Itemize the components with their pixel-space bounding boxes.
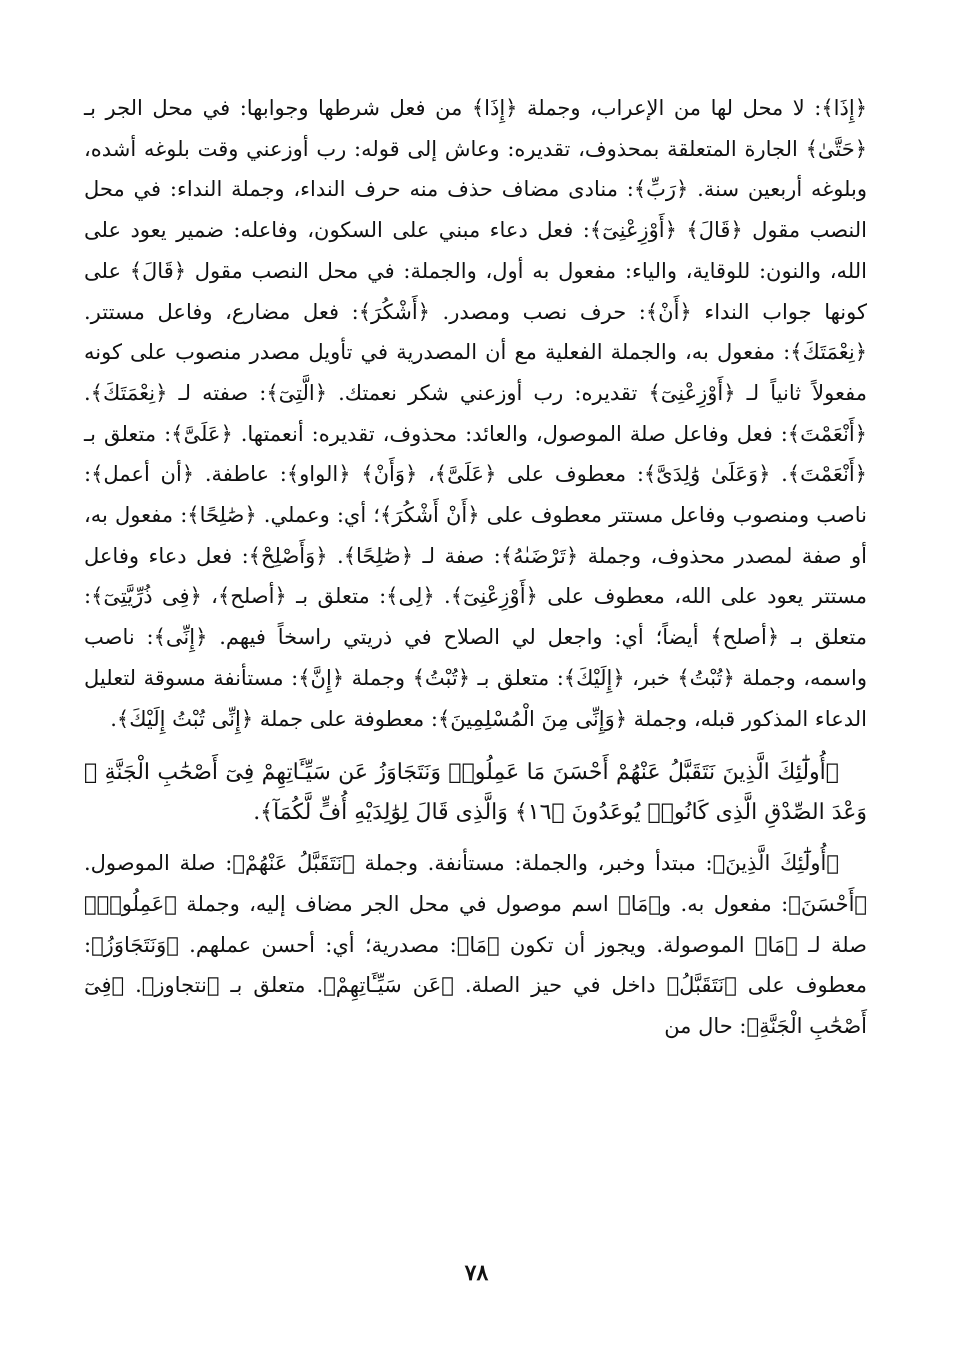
body-text bbox=[84, 88, 867, 1047]
page-number: ٧٨ bbox=[464, 1260, 489, 1286]
quran-verse: ﴿أُولَٰٓئِكَ الَّذِينَ نَتَقَبَّلُ عَنْهُمْ أَحْسَنَ مَا عَمِلُوا۟ وَنَتَجَاوَزُ عَن سَيِّـَٔاتِهِمْ فِىٓ أَصْحَٰبِ الْجَنَّةِ ۖ وَعْدَ الصِّدْقِ الَّذِى كَانُوا۟ يُوعَدُونَ ﴿١٦﴾ وَالَّذِى قَالَ لِوَٰلِدَيْهِ أُفٍّ لَّكُمَآ﴾. bbox=[84, 760, 867, 826]
grammar-paragraph-2: ﴿أُولَٰٓئِكَ الَّذِينَ﴾: مبتدأ وخبر، والجملة: مستأنفة. وجملة ﴿نَتَقَبَّلُ عَنْهُمْ﴾: صلة الموصول. ﴿أَحْسَنَ﴾: مفعول به. و﴿مَا﴾ اسم موصول في محل الجر مضاف إليه، وجملة ﴿عَمِلُوا۟﴾ صلة لـ ﴿مَا﴾ الموصولة. ويجوز أن تكون ﴿مَا﴾: مصدرية؛ أي: أحسن عملهم. ﴿وَنَتَجَاوَزُ﴾: معطوف على ﴿نَتَقَبَّلُ﴾ داخل في حيز الصلة. ﴿عَن سَيِّـَٔاتِهِمْ﴾. متعلق بـ ﴿نتجاوز﴾. ﴿فِىٓ أَصْحَٰبِ الْجَنَّةِ﴾: حال من bbox=[84, 851, 867, 1039]
grammar-paragraph-1: ﴿إِذَا﴾: لا محل لها من الإعراب، وجملة ﴿إِذَا﴾ من فعل شرطها وجوابها: في محل الجر بـ ﴿حَتَّىٰ﴾ الجارة المتعلقة بمحذوف، تقديره: وعاش إلى قوله: رب أوزعني وقت بلوغه أشده، وبلوغه أربعين سنة. ﴿رَبِّ﴾: منادى مضاف حذف منه حرف النداء، وجملة النداء: في محل النصب مقول ﴿قَالَ﴾ ﴿أَوْزِعْنِىٓ﴾: فعل دعاء مبني على السكون، وفاعله: ضمير يعود على الله، والنون: للوقاية، والياء: مفعول به أول، والجملة: في محل النصب مقول ﴿قَالَ﴾ على كونها جواب النداء ﴿أَنْ﴾: حرف نصب ومصدر. ﴿أَشْكُرَ﴾: فعل مضارع، وفاعل مستتر. ﴿نِعْمَتَكَ﴾: مفعول به، والجملة الفعلية مع أن المصدرية في تأويل مصدر منصوب على كونه مفعولاً ثانياً لـ ﴿أَوْزِعْنِىٓ﴾ تقديره: رب أوزعني شكر نعمتك. ﴿الَّتِىٓ﴾: صفته لـ ﴿نِعْمَتَكَ﴾. ﴿أَنْعَمْتَ﴾: فعل وفاعل صلة الموصول، والعائد: محذوف، تقديره: أنعمتها. ﴿عَلَىَّ﴾: متعلق بـ ﴿أَنْعَمْتَ﴾. ﴿وَعَلَىٰ وَٰلِدَىَّ﴾: معطوف على ﴿عَلَىَّ﴾، ﴿وَأَنْ﴾ ﴿الواو﴾: عاطفة. ﴿أن أعمل﴾: ناصب ومنصوب وفاعل مستتر معطوف على ﴿أَنْ أَشْكُرَ﴾؛ أي: وعملي. ﴿صَٰلِحًا﴾: مفعول به، أو صفة لمصدر محذوف، وجملة ﴿تَرْضَىٰهُ﴾: صفة لـ ﴿صَٰلِحًا﴾. ﴿وَأَصْلِحْ﴾: فعل دعاء وفاعل مستتر يعود على الله، معطوف على ﴿أَوْزِعْنِىٓ﴾. ﴿لِى﴾: متعلق بـ ﴿أصلح﴾، ﴿فِى ذُرِّيَّتِىٓ﴾: متعلق بـ ﴿أصلح﴾ أيضاً؛ أي: واجعل لي الصلاح في ذريتي راسخاً فيهم. ﴿إِنِّى﴾: ناصب واسمه، وجملة ﴿تُبْتُ﴾ خبر، ﴿إِلَيْكَ﴾: متعلق بـ ﴿تُبْتُ﴾ وجملة ﴿إِنَّ﴾: مستأنفة مسوقة لتعليل الدعاء المذكور قبله، وجملة ﴿وَإِنِّى مِنَ الْمُسْلِمِينَ﴾: معطوفة على جملة ﴿إِنِّى تُبْتُ إِلَيْكَ﴾. bbox=[84, 96, 868, 731]
